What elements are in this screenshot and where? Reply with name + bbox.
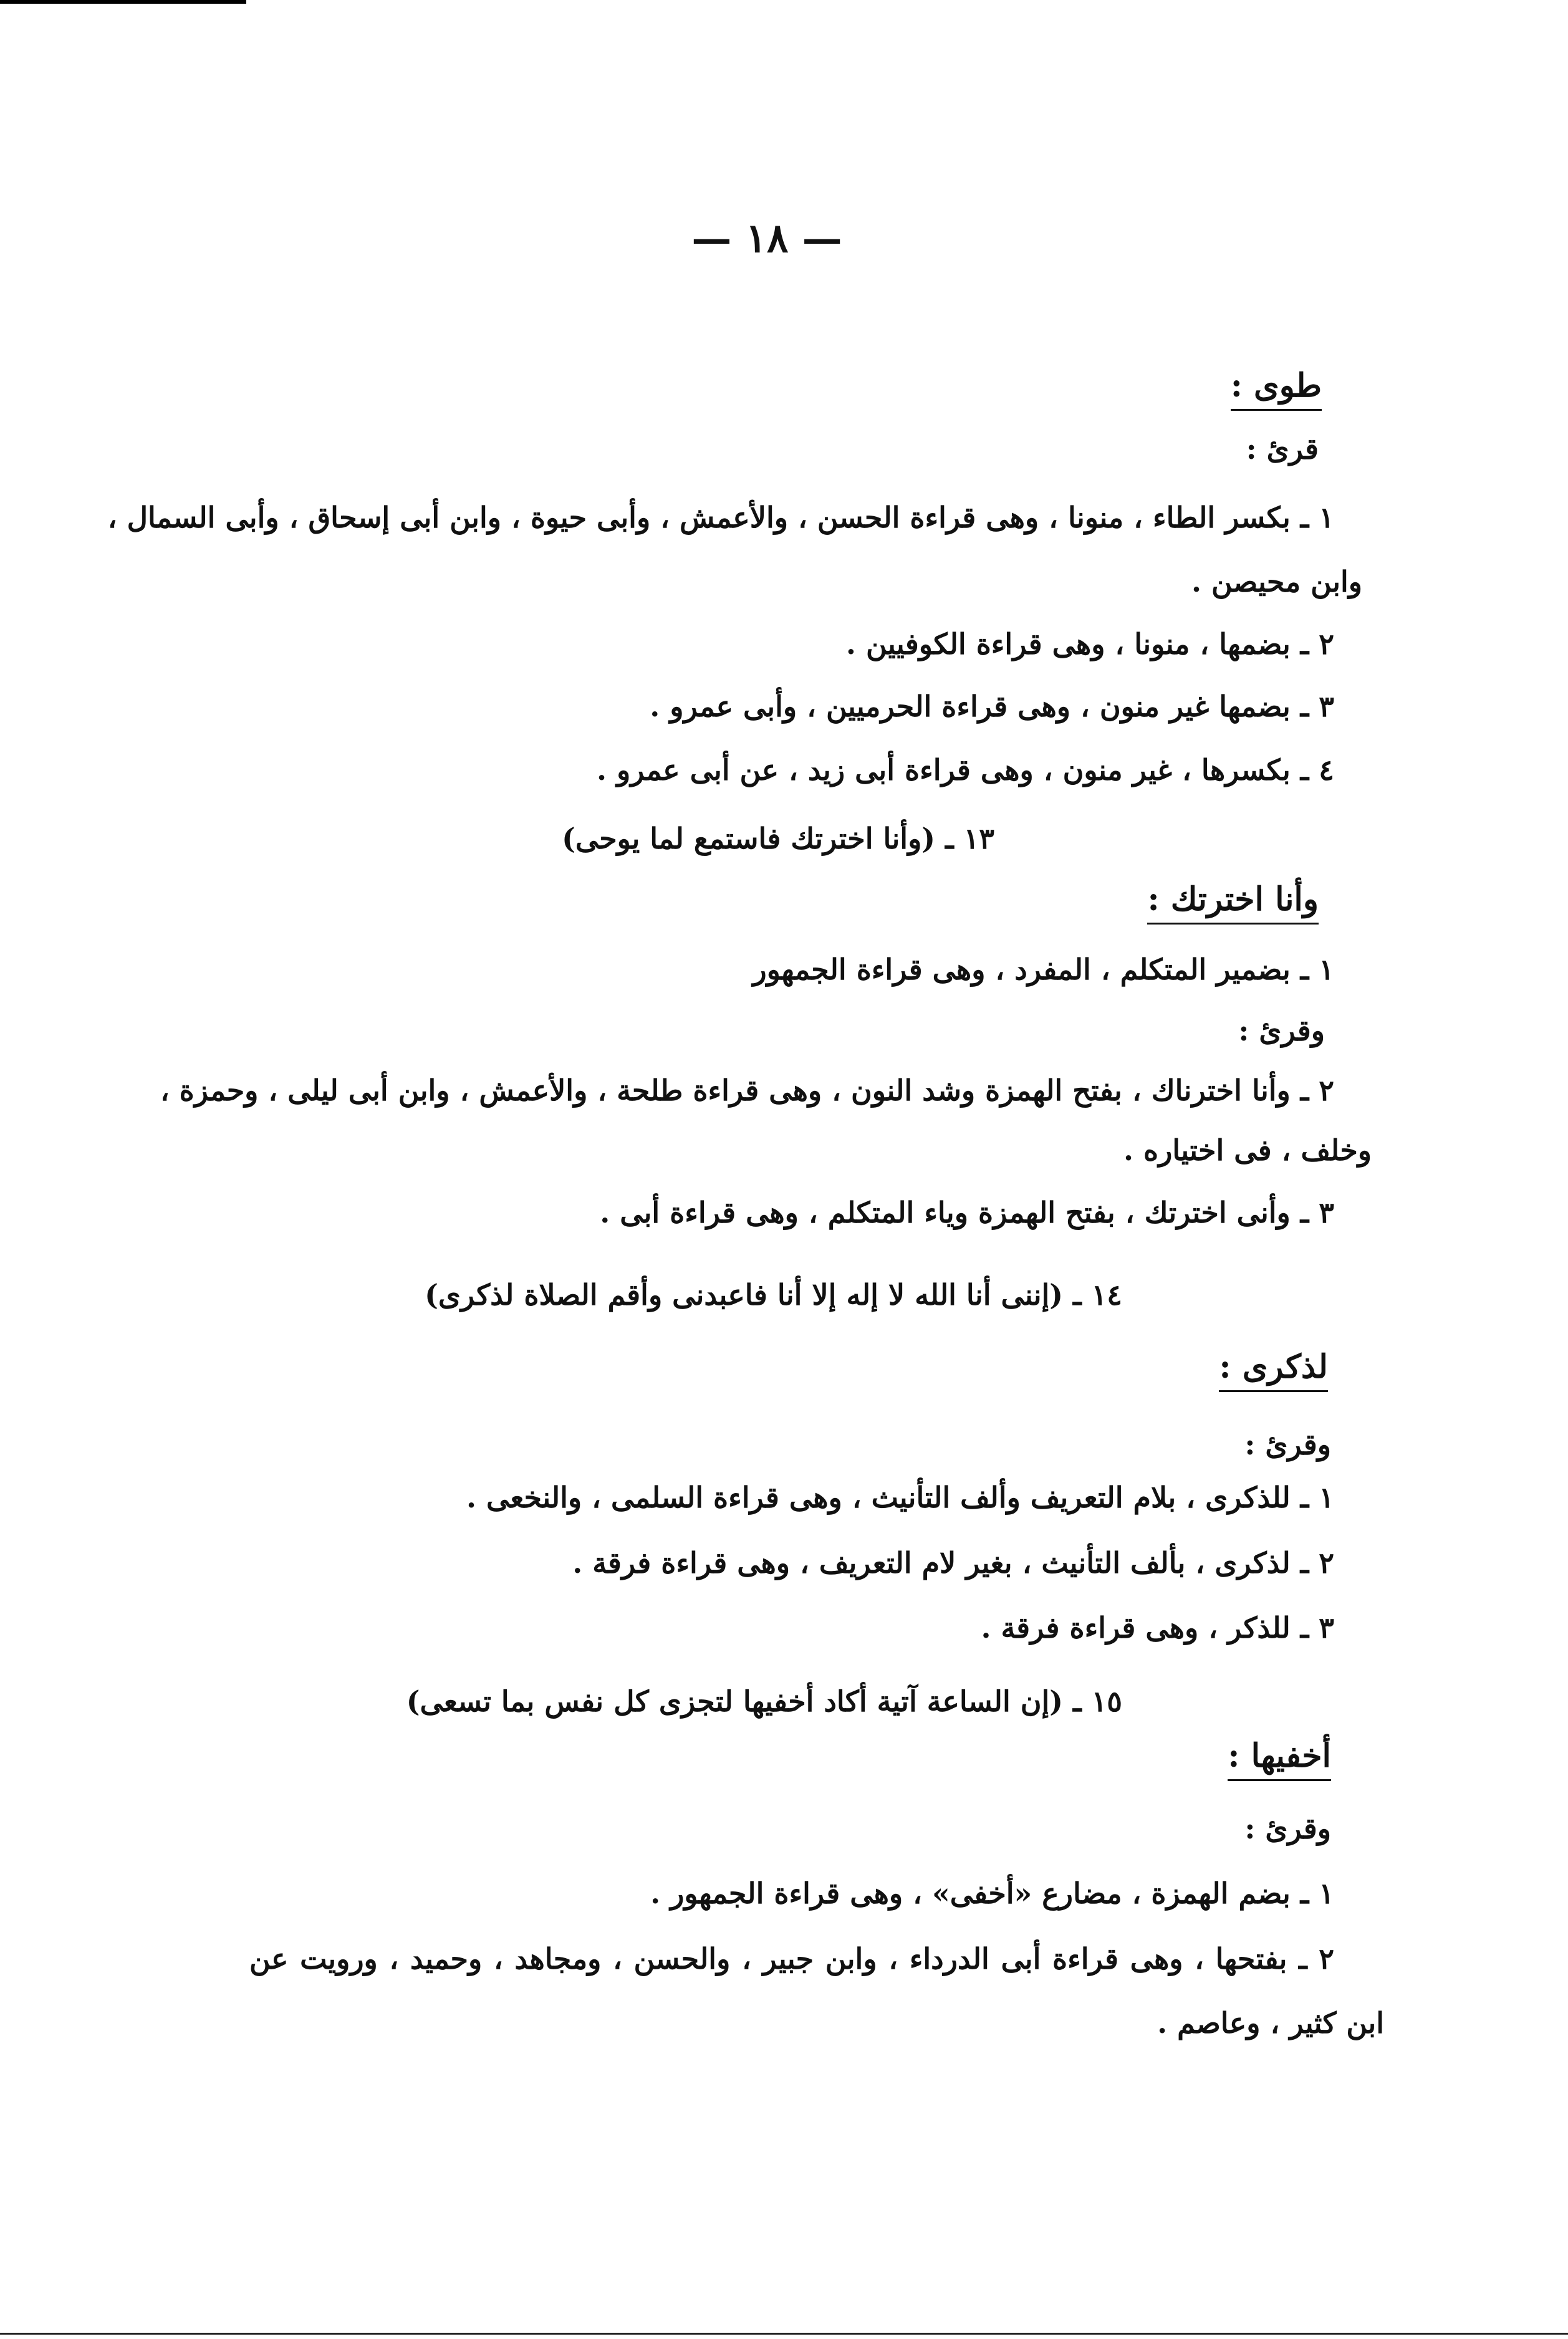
page-number: — ١٨ —	[691, 215, 842, 262]
entry-heading-ikhtartuk	[1147, 880, 1319, 925]
scan-edge-top	[0, 0, 246, 4]
reading-line: ٣ ـ وأنى اخترتك ، بفتح الهمزة وياء المتكلم ، وهى قراءة أبى .	[600, 1196, 1334, 1229]
reading-line: وابن محيصن .	[1191, 565, 1362, 598]
reading-line: ٢ ـ بضمها ، منونا ، وهى قراءة الكوفيين .	[845, 627, 1334, 661]
reading-line: ١ ـ بضم الهمزة ، مضارع «أخفى» ، وهى قراءة الجمهور .	[650, 1876, 1334, 1910]
qurii-label: قرئ :	[1246, 432, 1319, 466]
reading-line: ابن كثير ، وعاصم .	[1157, 2006, 1384, 2040]
heading-underline	[1147, 923, 1319, 925]
reading-line: ٣ ـ بضمها غير منون ، وهى قراءة الحرميين ، وأبى عمرو .	[650, 689, 1334, 723]
qurii-label: وقرئ :	[1244, 1428, 1331, 1461]
entry-heading-ukhfiha	[1228, 1737, 1331, 1781]
verse-13: ١٣ ـ (وأنا اخترتك فاستمع لما يوحى)	[562, 822, 994, 855]
entry-heading-lidhikri-text: لذكرى :	[1219, 1348, 1328, 1386]
reading-line: وخلف ، فى اختياره .	[1123, 1133, 1372, 1167]
reading-line: ٤ ـ بكسرها ، غير منون ، وهى قراءة أبى زيد ، عن أبى عمرو .	[596, 753, 1334, 787]
reading-line: ٢ ـ وأنا اخترناك ، بفتح الهمزة وشد النون ، وهى قراءة طلحة ، والأعمش ، وابن أبى ليلى ، وحمزة ،	[160, 1073, 1334, 1107]
qurii-label: وقرئ :	[1238, 1014, 1325, 1047]
entry-heading-ukhfiha-text: أخفيها :	[1228, 1737, 1331, 1775]
heading-underline	[1231, 409, 1322, 411]
reading-line: ١ ـ بضمير المتكلم ، المفرد ، وهى قراءة الجمهور	[753, 953, 1334, 986]
entry-heading-tuwa-text: طوى :	[1230, 367, 1322, 405]
reading-line: ٢ ـ لذكرى ، بألف التأنيث ، بغير لام التعريف ، وهى قراءة فرقة .	[572, 1546, 1334, 1580]
qurii-label: وقرئ :	[1244, 1812, 1331, 1845]
reading-line: ٢ ـ بفتحها ، وهى قراءة أبى الدرداء ، وابن جبير ، والحسن ، ومجاهد ، وحميد ، ورويت عن	[249, 1942, 1334, 1976]
scan-edge-bottom	[0, 2333, 1568, 2335]
verse-15: ١٥ ـ (إن الساعة آتية أكاد أخفيها لتجزى كل نفس بما تسعى)	[406, 1684, 1122, 1718]
heading-underline	[1219, 1390, 1328, 1392]
verse-14: ١٤ ـ (إننى أنا الله لا إله إلا أنا فاعبدنى وأقم الصلاة لذكرى)	[425, 1278, 1122, 1312]
entry-heading-ikhtartuk-text: وأنا اخترتك :	[1147, 880, 1319, 918]
reading-line: ١ ـ للذكرى ، بلام التعريف وألف التأنيث ، وهى قراءة السلمى ، والنخعى .	[466, 1481, 1334, 1514]
reading-line: ١ ـ بكسر الطاء ، منونا ، وهى قراءة الحسن ، والأعمش ، وأبى حيوة ، وابن أبى إسحاق ، وأبى السمال ،	[107, 501, 1334, 534]
heading-underline	[1228, 1779, 1331, 1781]
entry-heading-tuwa	[1231, 367, 1322, 411]
reading-line: ٣ ـ للذكر ، وهى قراءة فرقة .	[981, 1611, 1334, 1645]
entry-heading-lidhikri	[1219, 1348, 1328, 1392]
